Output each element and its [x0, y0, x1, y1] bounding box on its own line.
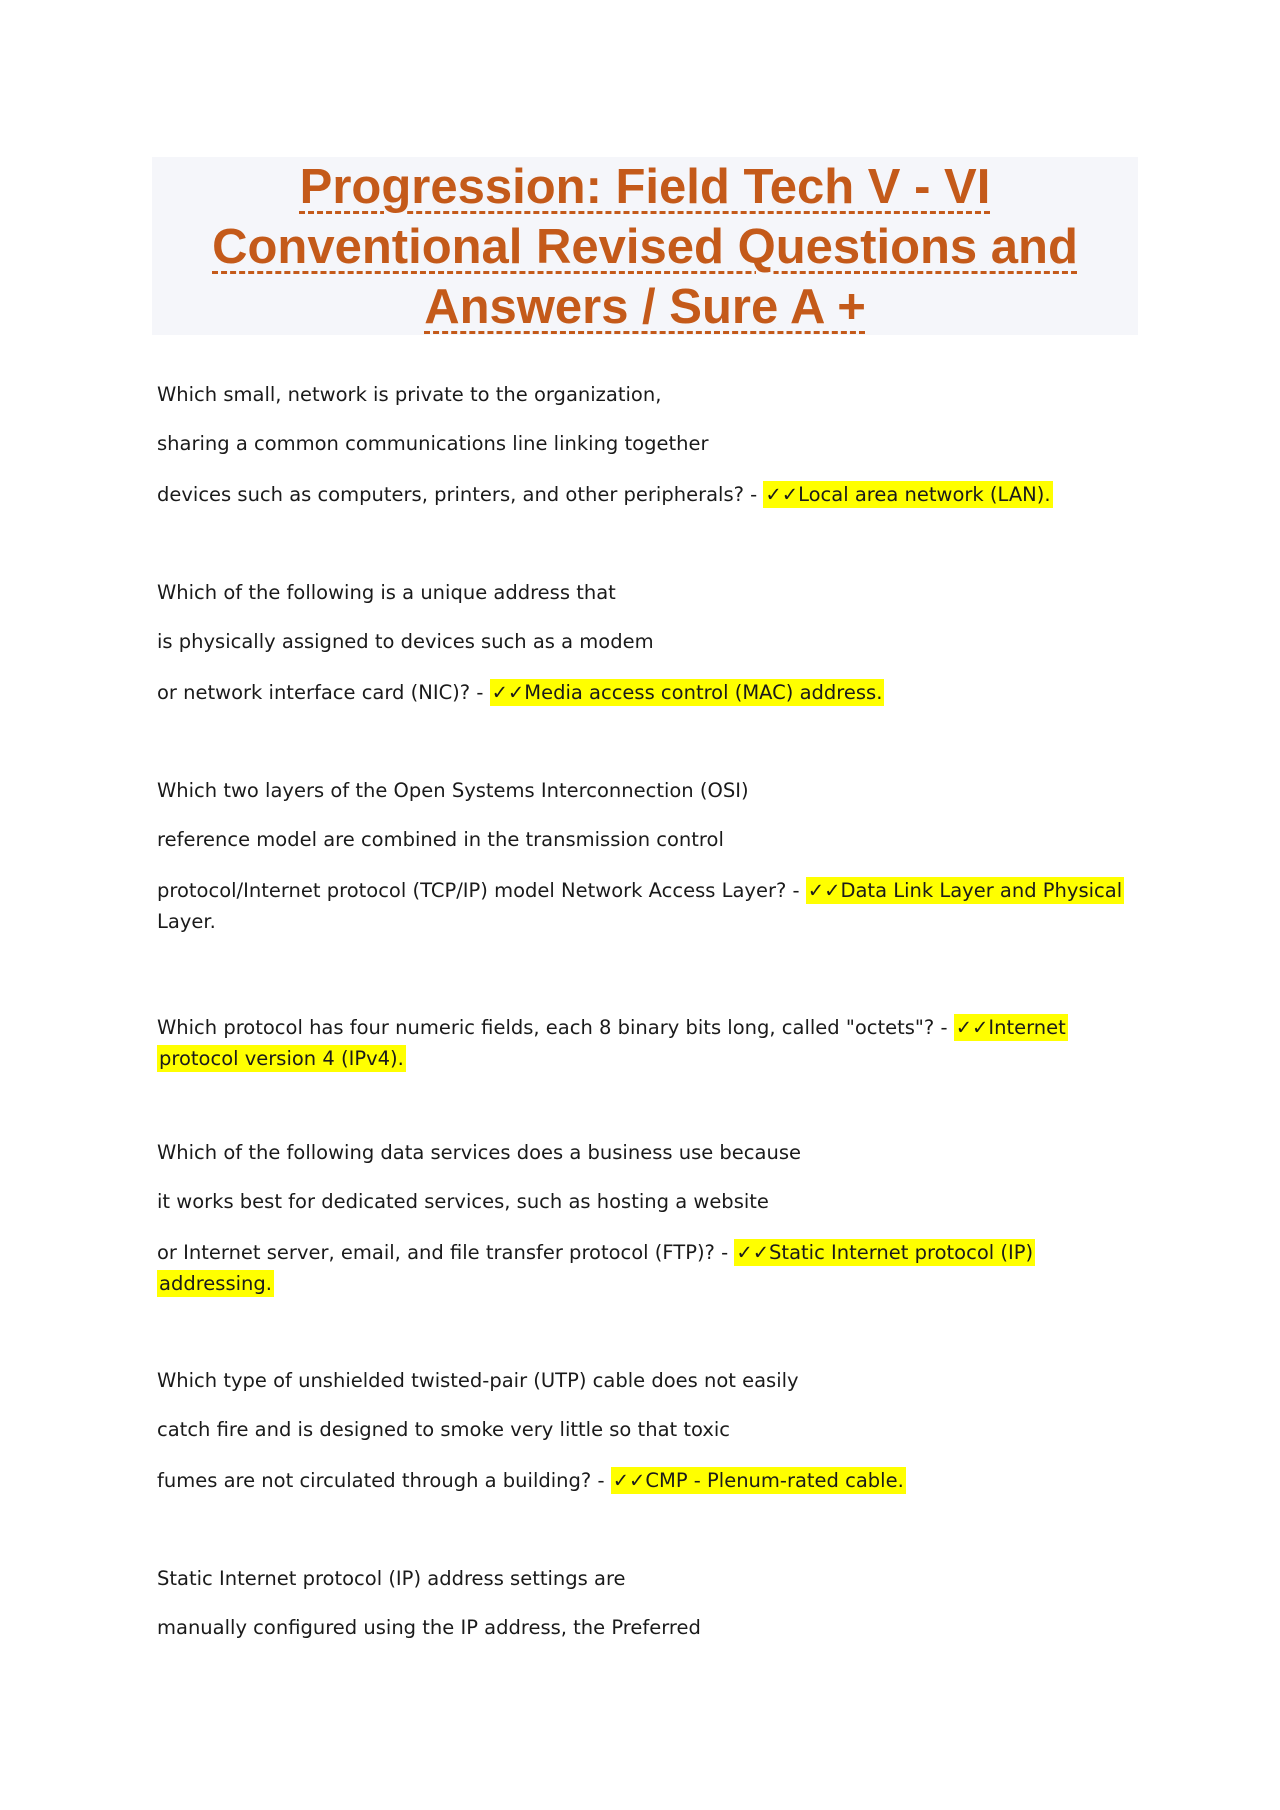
checkmark-icon: ✓✓ — [736, 1241, 770, 1264]
title-line-3: Answers / Sure A + — [424, 280, 866, 334]
question-line-with-answer — [157, 483, 1053, 506]
answer-text: Local area network (LAN). — [798, 483, 1051, 506]
answer-highlight — [954, 1014, 1068, 1041]
question-line-with-answer — [157, 875, 1147, 937]
title-block — [152, 157, 1138, 335]
answer-text: CMP - Plenum-rated cable. — [645, 1469, 904, 1492]
document-title — [152, 157, 1138, 337]
question-text: fumes are not circulated through a building? - — [157, 1469, 611, 1492]
question-line: Which small, network is private to the organization, — [157, 383, 662, 406]
question-line-with-answer — [157, 1012, 1147, 1074]
answer-highlight — [806, 877, 1124, 904]
answer-highlight — [611, 1467, 906, 1494]
question-text: or Internet server, email, and file transfer protocol (FTP)? - — [157, 1241, 735, 1264]
question-line: Static Internet protocol (IP) address settings are — [157, 1567, 626, 1590]
question-text: protocol/Internet protocol (TCP/IP) model Network Access Layer? - — [157, 879, 806, 902]
question-line-with-answer — [157, 681, 884, 704]
answer-continuation: addressing. — [159, 1272, 272, 1295]
answer-text: Internet — [988, 1016, 1066, 1039]
checkmark-icon: ✓✓ — [807, 879, 841, 902]
question-line: sharing a common communications line linking together — [157, 432, 709, 455]
question-text: or network interface card (NIC)? - — [157, 681, 490, 704]
question-text: Which protocol has four numeric fields, each 8 binary bits long, called "octets"? - — [157, 1016, 954, 1039]
question-line: reference model are combined in the transmission control — [157, 828, 724, 851]
checkmark-icon: ✓✓ — [955, 1016, 989, 1039]
answer-text: Static Internet protocol (IP) — [769, 1241, 1034, 1264]
answer-highlight — [490, 679, 885, 706]
question-line: manually configured using the IP address, the Preferred — [157, 1616, 701, 1639]
question-line: Which two layers of the Open Systems Interconnection (OSI) — [157, 779, 749, 802]
question-line: catch fire and is designed to smoke very little so that toxic — [157, 1418, 731, 1441]
answer-highlight — [734, 1239, 1035, 1266]
question-line: Which of the following is a unique address that — [157, 581, 616, 604]
question-line-with-answer — [157, 1237, 1147, 1299]
question-text: devices such as computers, printers, and other peripherals? - — [157, 483, 764, 506]
checkmark-icon: ✓✓ — [765, 483, 799, 506]
title-line-2: Conventional Revised Questions and — [212, 220, 1078, 274]
checkmark-icon: ✓✓ — [491, 681, 525, 704]
answer-continuation: protocol version 4 (IPv4). — [159, 1047, 404, 1070]
question-line: Which type of unshielded twisted-pair (UTP) cable does not easily — [157, 1369, 799, 1392]
question-line: is physically assigned to devices such as a modem — [157, 630, 654, 653]
question-line: it works best for dedicated services, such as hosting a website — [157, 1190, 769, 1213]
answer-highlight — [763, 481, 1052, 508]
answer-text: Media access control (MAC) address. — [524, 681, 883, 704]
answer-continuation: Layer. — [157, 910, 216, 933]
question-line-with-answer — [157, 1469, 906, 1492]
checkmark-icon: ✓✓ — [612, 1469, 646, 1492]
title-line-1: Progression: Field Tech V - VI — [299, 160, 991, 214]
question-line: Which of the following data services does a business use because — [157, 1141, 801, 1164]
answer-text: Data Link Layer and Physical — [840, 879, 1123, 902]
